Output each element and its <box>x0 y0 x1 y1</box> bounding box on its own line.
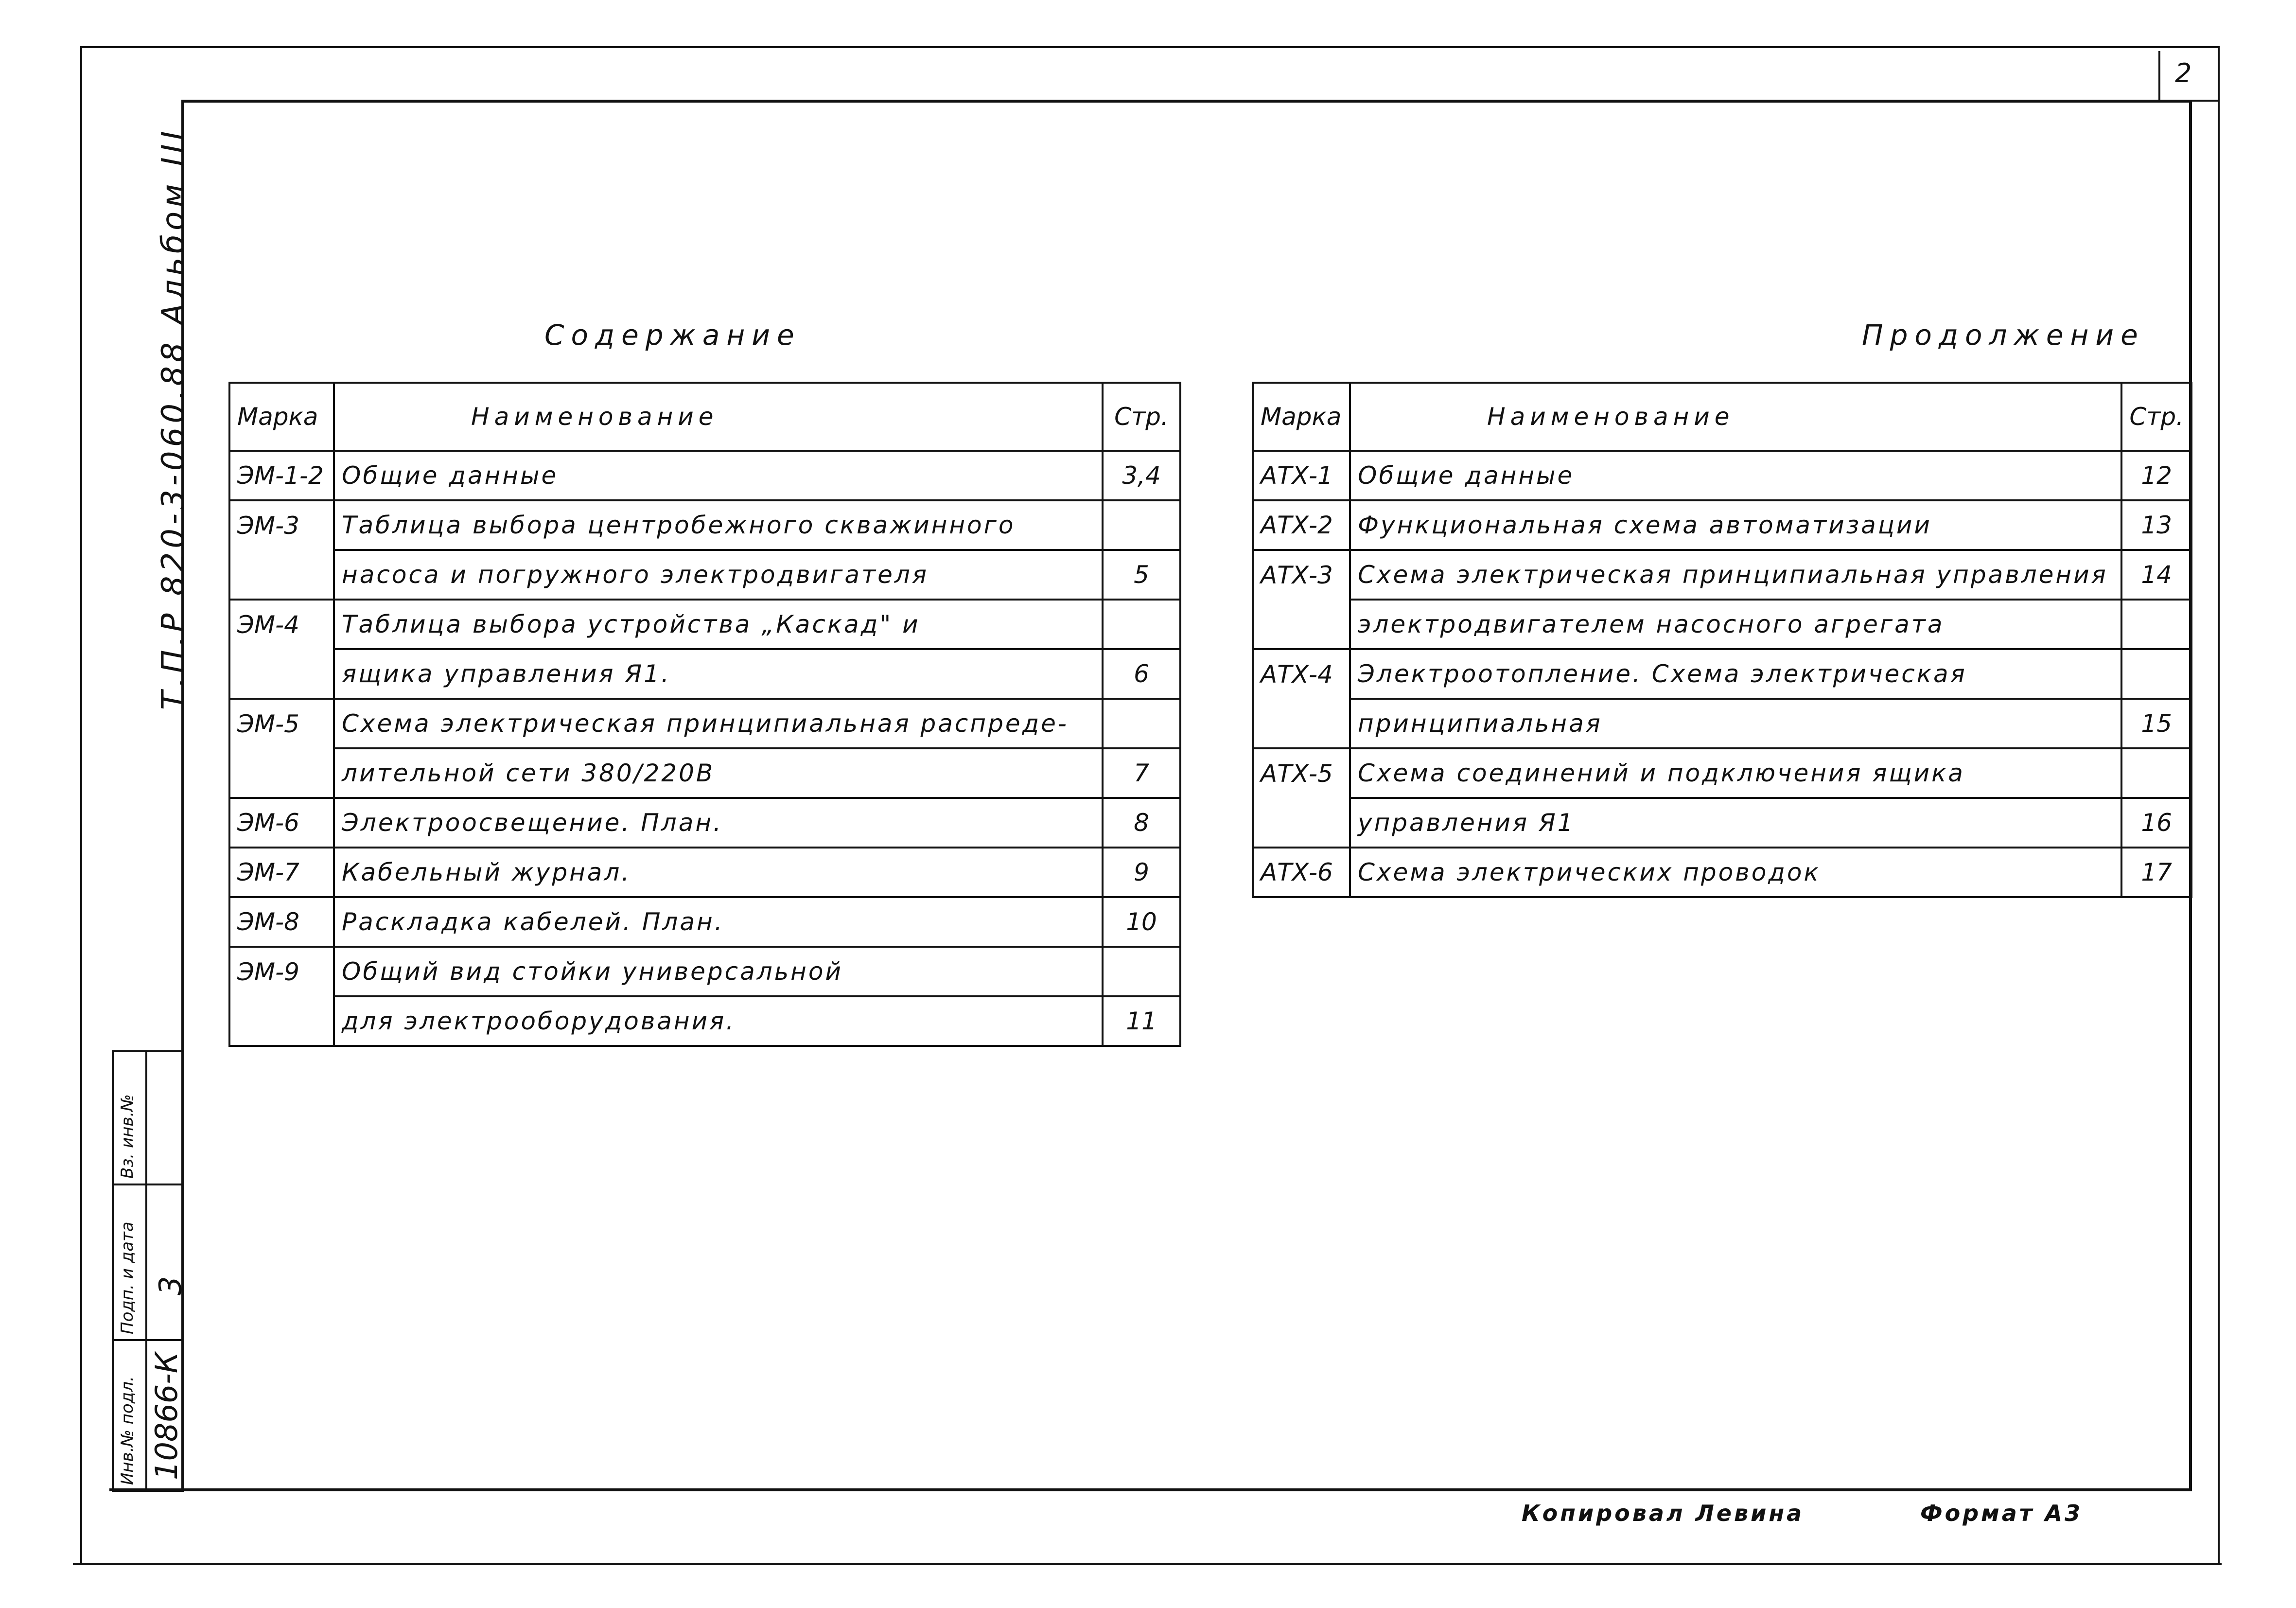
row-mark <box>229 996 334 1046</box>
row-name: Раскладка кабелей. План. <box>334 897 1103 947</box>
table-row <box>229 500 1180 550</box>
row-name: электродвигателем насосного агрегата <box>1350 600 2121 649</box>
table-row <box>229 996 1180 1046</box>
outer-frame-right <box>2218 46 2220 1563</box>
table-header-row <box>1253 383 2191 451</box>
table-row <box>229 947 1180 996</box>
row-mark: АТХ-4 <box>1253 649 1350 699</box>
table-row <box>229 649 1180 699</box>
stamp-sign-value: 3 <box>153 1276 188 1295</box>
row-mark: АТХ-2 <box>1253 500 1350 550</box>
table-row <box>229 897 1180 947</box>
table-row <box>229 699 1180 748</box>
row-page <box>1103 947 1180 996</box>
table-row <box>229 600 1180 649</box>
table-row <box>229 451 1180 500</box>
row-name: Схема электрическая принципиальная распреде- <box>334 699 1103 748</box>
row-mark: ЭМ-5 <box>229 699 334 748</box>
row-page <box>1103 699 1180 748</box>
continuation-table <box>1252 382 2192 898</box>
row-mark: АТХ-6 <box>1253 848 1350 897</box>
row-page: 11 <box>1103 996 1180 1046</box>
table-row <box>229 848 1180 897</box>
row-name: Функциональная схема автоматизации <box>1350 500 2121 550</box>
table-row <box>1253 649 2191 699</box>
row-name: Кабельный журнал. <box>334 848 1103 897</box>
inner-frame-top <box>181 100 2191 103</box>
stamp-sign-label: Подп. и дата <box>118 1221 137 1334</box>
contents-title: Содержание <box>544 318 801 352</box>
table-row <box>1253 550 2191 600</box>
copied-by: Копировал Левина <box>1522 1500 1805 1526</box>
row-mark <box>229 649 334 699</box>
row-mark: АТХ-1 <box>1253 451 1350 500</box>
table-row <box>229 550 1180 600</box>
page-number: 2 <box>2175 58 2192 88</box>
row-mark: ЭМ-7 <box>229 848 334 897</box>
row-page: 15 <box>2121 699 2191 748</box>
table-row <box>1253 600 2191 649</box>
table-row <box>1253 451 2191 500</box>
row-mark: ЭМ-6 <box>229 798 334 848</box>
table-header-row <box>229 383 1180 451</box>
table-row <box>229 798 1180 848</box>
row-name: Общий вид стойки универсальной <box>334 947 1103 996</box>
row-name: Схема электрических проводок <box>1350 848 2121 897</box>
row-page: 13 <box>2121 500 2191 550</box>
row-mark <box>1253 699 1350 748</box>
row-page: 16 <box>2121 798 2191 848</box>
table-row <box>1253 848 2191 897</box>
row-mark <box>1253 600 1350 649</box>
table-row <box>1253 748 2191 798</box>
row-name: Общие данные <box>1350 451 2121 500</box>
row-name: насоса и погружного электродвигателя <box>334 550 1103 600</box>
row-page: 7 <box>1103 748 1180 798</box>
row-name: ящика управления Я1. <box>334 649 1103 699</box>
row-page: 6 <box>1103 649 1180 699</box>
row-page <box>1103 600 1180 649</box>
contents-table <box>228 382 1181 1047</box>
row-name: Схема электрическая принципиальная управления <box>1350 550 2121 600</box>
format-label: Формат А3 <box>1920 1500 2083 1526</box>
header-mark: Марка <box>1253 383 1350 451</box>
row-name: Электроосвещение. План. <box>334 798 1103 848</box>
stamp-block <box>112 1050 188 1492</box>
row-name: Таблица выбора центробежного скважинного <box>334 500 1103 550</box>
stamp-divider-h2 <box>114 1339 182 1341</box>
row-mark: АТХ-3 <box>1253 550 1350 600</box>
row-page: 9 <box>1103 848 1180 897</box>
row-mark: ЭМ-4 <box>229 600 334 649</box>
stamp-inv-value: 10866-К <box>149 1352 184 1480</box>
row-mark: ЭМ-9 <box>229 947 334 996</box>
row-name: лительной сети 380/220В <box>334 748 1103 798</box>
row-mark: АТХ-5 <box>1253 748 1350 798</box>
row-name: Электроотопление. Схема электрическая <box>1350 649 2121 699</box>
row-page: 3,4 <box>1103 451 1180 500</box>
stamp-divider-h1 <box>114 1184 182 1185</box>
row-page: 10 <box>1103 897 1180 947</box>
row-name: Общие данные <box>334 451 1103 500</box>
row-name: принципиальная <box>1350 699 2121 748</box>
row-page: 5 <box>1103 550 1180 600</box>
row-page: 12 <box>2121 451 2191 500</box>
row-name: Таблица выбора устройства „Каскад" и <box>334 600 1103 649</box>
row-page <box>2121 748 2191 798</box>
header-mark: Марка <box>229 383 334 451</box>
header-page: Стр. <box>2121 383 2191 451</box>
outer-frame-top <box>80 46 2219 48</box>
row-page <box>1103 500 1180 550</box>
stamp-vz-label: Вз. инв.№ <box>118 1094 137 1179</box>
row-page: 8 <box>1103 798 1180 848</box>
stamp-inv-label: Инв.№ подл. <box>118 1376 137 1485</box>
row-mark <box>229 748 334 798</box>
table-row <box>1253 798 2191 848</box>
page-number-box <box>2158 51 2218 102</box>
row-name: для электрооборудования. <box>334 996 1103 1046</box>
row-mark <box>1253 798 1350 848</box>
table-row <box>229 748 1180 798</box>
row-page: 17 <box>2121 848 2191 897</box>
row-page <box>2121 649 2191 699</box>
outer-frame-bottom <box>73 1563 2222 1565</box>
row-mark: ЭМ-1-2 <box>229 451 334 500</box>
header-page: Стр. <box>1103 383 1180 451</box>
row-name: управления Я1 <box>1350 798 2121 848</box>
row-mark <box>229 550 334 600</box>
side-document-code: Т.П.Р 820-3-060.88 Альбом III <box>156 127 192 710</box>
header-name: Наименование <box>334 383 1103 451</box>
row-page <box>2121 600 2191 649</box>
table-row <box>1253 699 2191 748</box>
table-row <box>1253 500 2191 550</box>
continuation-title: Продолжение <box>1862 318 2145 352</box>
row-mark: ЭМ-3 <box>229 500 334 550</box>
stamp-divider-v <box>145 1052 147 1490</box>
row-page: 14 <box>2121 550 2191 600</box>
row-name: Схема соединений и подключения ящика <box>1350 748 2121 798</box>
row-mark: ЭМ-8 <box>229 897 334 947</box>
header-name: Наименование <box>1350 383 2121 451</box>
inner-frame-bottom <box>109 1488 2191 1491</box>
outer-frame-left <box>80 46 82 1563</box>
